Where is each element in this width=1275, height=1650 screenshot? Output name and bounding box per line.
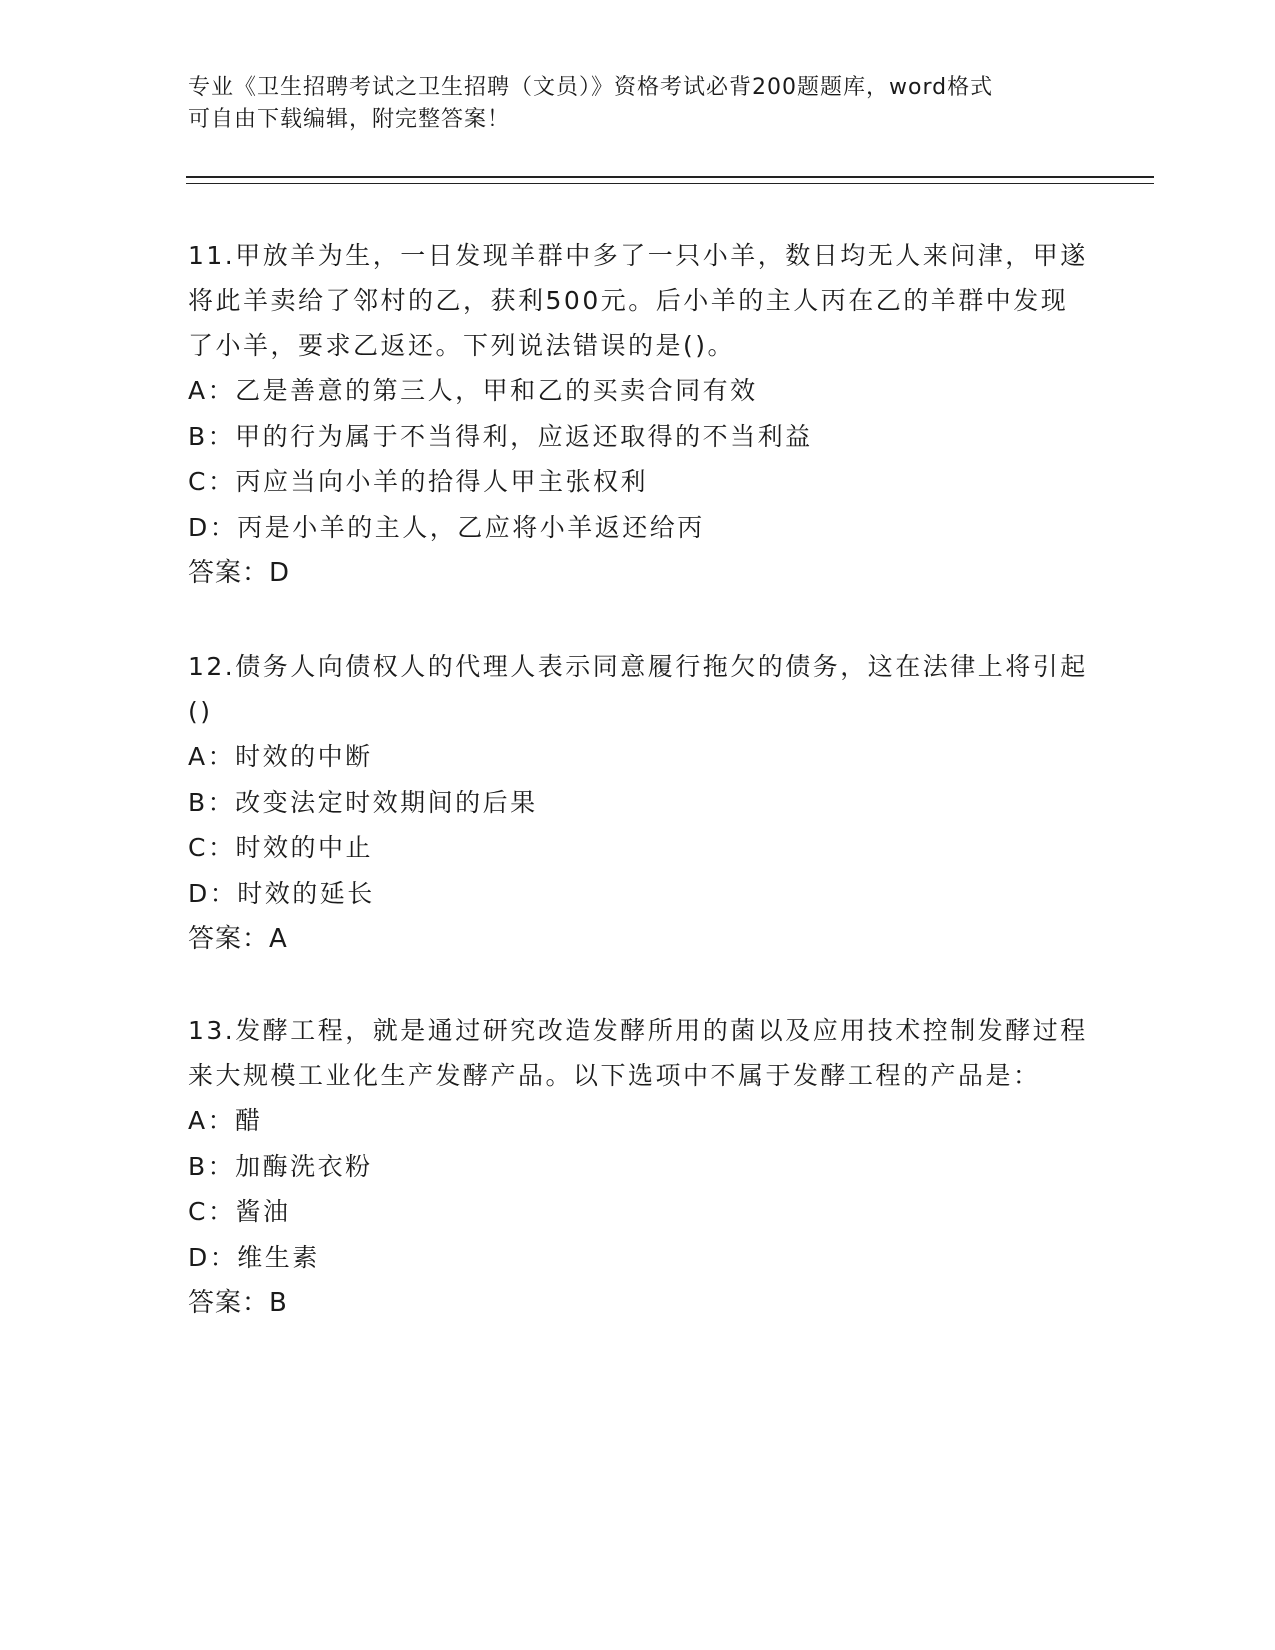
option-b: B：甲的行为属于不当得利，应返还取得的不当利益 — [188, 421, 813, 451]
option-b: B：加酶洗衣粉 — [188, 1151, 373, 1181]
header-title-line-2: 可自由下载编辑，附完整答案！ — [188, 107, 511, 132]
question-13 — [188, 1008, 1088, 1326]
option-d: D：丙是小羊的主人，乙应将小羊返还给丙 — [188, 512, 705, 542]
option-c: C：酱油 — [188, 1197, 291, 1226]
option-b: B：改变法定时效期间的后果 — [188, 787, 538, 817]
question-12 — [188, 644, 1088, 962]
option-a: A：时效的中断 — [188, 742, 373, 771]
option-d: D：维生素 — [188, 1242, 320, 1272]
header-divider-thick — [186, 176, 1154, 178]
answer-line: 答案：D — [188, 558, 291, 588]
header-divider-thin — [186, 183, 1154, 184]
option-c: C：丙应当向小羊的拾得人甲主张权利 — [188, 467, 648, 496]
option-d: D：时效的延长 — [188, 878, 375, 908]
header-title-line-1: 专业《卫生招聘考试之卫生招聘（文员）》资格考试必背200题题库，word格式 — [188, 75, 994, 100]
option-a: A：乙是善意的第三人，甲和乙的买卖合同有效 — [188, 376, 758, 405]
question-11 — [188, 233, 1088, 596]
question-stem: 13.发酵工程，就是通过研究改造发酵所用的菌以及应用技术控制发酵过程来大规模工业化生产发酵产品。以下选项中不属于发酵工程的产品是： — [188, 1016, 1088, 1090]
answer-line: 答案：B — [188, 1288, 288, 1318]
option-a: A：醋 — [188, 1106, 263, 1135]
option-c: C：时效的中止 — [188, 833, 373, 862]
question-stem: 11.甲放羊为生，一日发现羊群中多了一只小羊，数日均无人来问津，甲遂将此羊卖给了邻村的乙，获利500元。后小羊的主人丙在乙的羊群中发现了小羊，要求乙返还。下列说法错误的是()。 — [188, 241, 1088, 360]
question-stem: 12.债务人向债权人的代理人表示同意履行拖欠的债务，这在法律上将引起() — [188, 652, 1088, 726]
answer-line: 答案：A — [188, 924, 288, 954]
document-header — [188, 72, 1068, 136]
